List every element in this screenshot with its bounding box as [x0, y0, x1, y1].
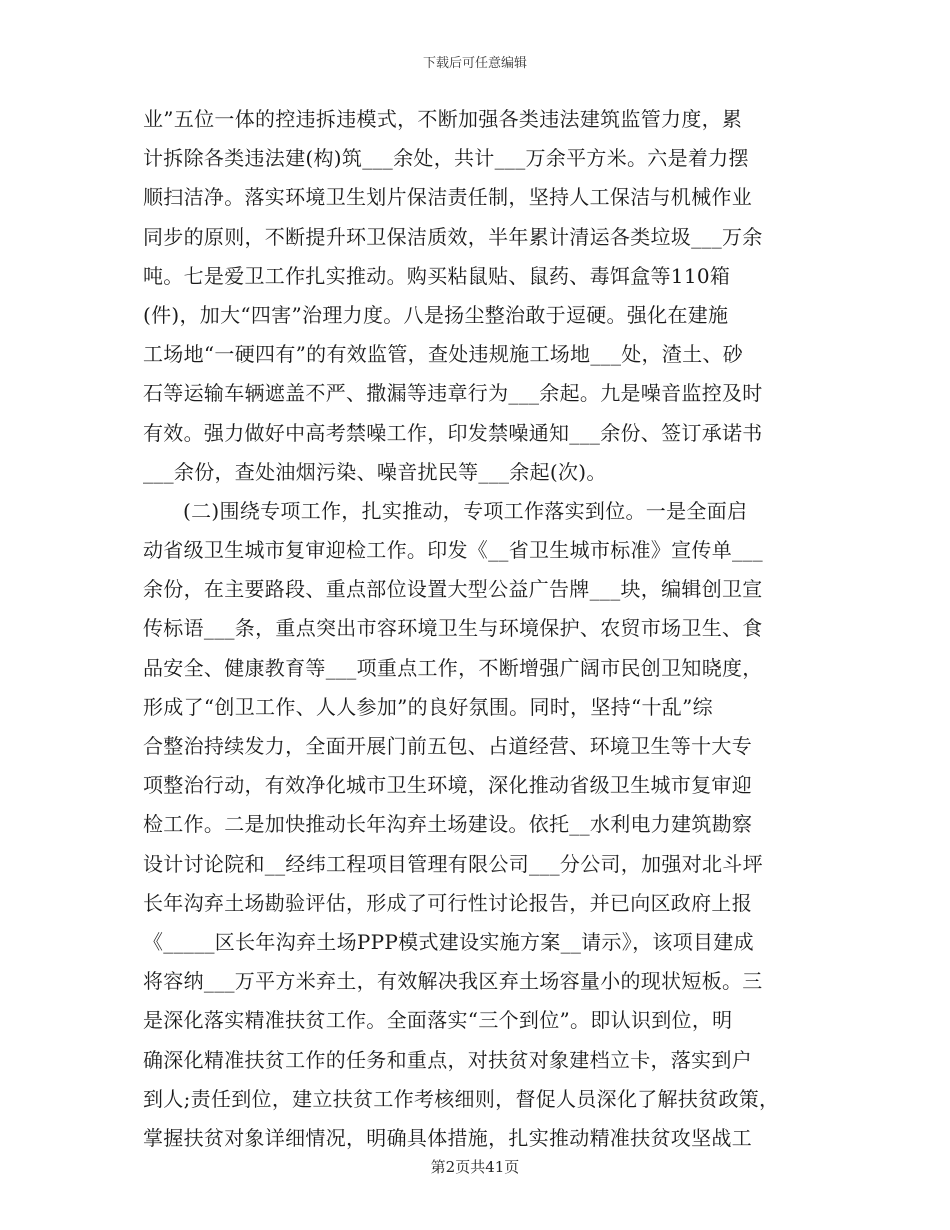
text-line: (件)，加大“四害”治理力度。八是扬尘整治敢于逗硬。强化在建施: [143, 302, 729, 327]
text-line: 设计讨论院和__经纬工程项目管理有限公司___分公司，加强对北斗坪: [143, 851, 763, 876]
page-header: 下载后可任意编辑: [422, 56, 527, 71]
text-line: 《_____区长年沟弃土场PPP模式建设实施方案__请示》，该项目建成: [143, 929, 754, 954]
page-footer: 第2页共41页: [430, 1158, 520, 1176]
text-line: 是深化落实精准扶贫工作。全面落实“三个到位”。即认识到位，明: [143, 1008, 733, 1033]
text-line: 工场地“一硬四有”的有效监管，查处违规施工场地___处，渣土、砂: [143, 342, 744, 367]
text-line: 到人;责任到位，建立扶贫工作考核细则，督促人员深化了解扶贫政策，: [143, 1086, 780, 1111]
text-line: 动省级卫生城市复审迎检工作。印发《__省卫生城市标准》宣传单___: [143, 538, 763, 563]
text-line: 余份，在主要路段、重点部位设置大型公益广告牌___块，编辑创卫宣: [143, 577, 763, 602]
text-line: 同步的原则，不断提升环卫保洁质效，半年累计清运各类垃圾___万余: [143, 224, 763, 249]
text-line: 形成了“创卫工作、人人参加”的良好氛围。同时，坚持“十乱”综: [143, 694, 713, 719]
text-line: 有效。强力做好中高考禁噪工作，印发禁噪通知___余份、签订承诺书: [143, 420, 763, 445]
text-line: (二)围绕专项工作，扎实推动，专项工作落实到位。一是全面启: [183, 498, 748, 523]
text-line: 石等运输车辆遮盖不严、撒漏等违章行为___余起。九是噪音监控及时: [143, 381, 763, 406]
text-line: 合整治持续发力，全面开展门前五包、占道经营、环境卫生等十大专: [143, 734, 752, 758]
text-line: 计拆除各类违法建(构)筑___余处，共计___万余平方米。六是着力摆: [143, 146, 749, 171]
text-line: 确深化精准扶贫工作的任务和重点，对扶贫对象建档立卡，落实到户: [143, 1047, 752, 1072]
text-line: 检工作。二是加快推动长年沟弃土场建设。依托__水利电力建筑勘察: [143, 812, 753, 837]
text-line: 品安全、健康教育等___项重点工作，不断增强广阔市民创卫知晓度，: [143, 655, 763, 680]
text-line: 掌握扶贫对象详细情况，明确具体措施，扎实推动精准扶贫攻坚战工: [143, 1125, 752, 1150]
text-line: 将容纳___万平方米弃土，有效解决我区弃土场容量小的现状短板。三: [143, 969, 763, 994]
text-line: 业”五位一体的控违拆违模式，不断加强各类违法建筑监管力度，累: [143, 107, 743, 131]
text-line: 顺扫洁净。落实环境卫生划片保洁责任制，坚持人工保洁与机械作业: [143, 185, 752, 210]
text-line: 传标语___条，重点突出市容环境卫生与环境保护、农贸市场卫生、食: [143, 616, 763, 641]
document-body: [143, 100, 823, 1158]
text-line: ___余份，查处油烟污染、噪音扰民等___余起(次)。: [143, 459, 607, 484]
text-line: 吨。七是爱卫工作扎实推动。购买粘鼠贴、鼠药、毒饵盒等110箱: [143, 263, 731, 288]
text-line: 项整治行动，有效净化城市卫生环境，深化推动省级卫生城市复审迎: [143, 773, 752, 798]
text-line: 长年沟弃土场勘验评估，形成了可行性讨论报告，并已向区政府上报: [143, 890, 752, 915]
